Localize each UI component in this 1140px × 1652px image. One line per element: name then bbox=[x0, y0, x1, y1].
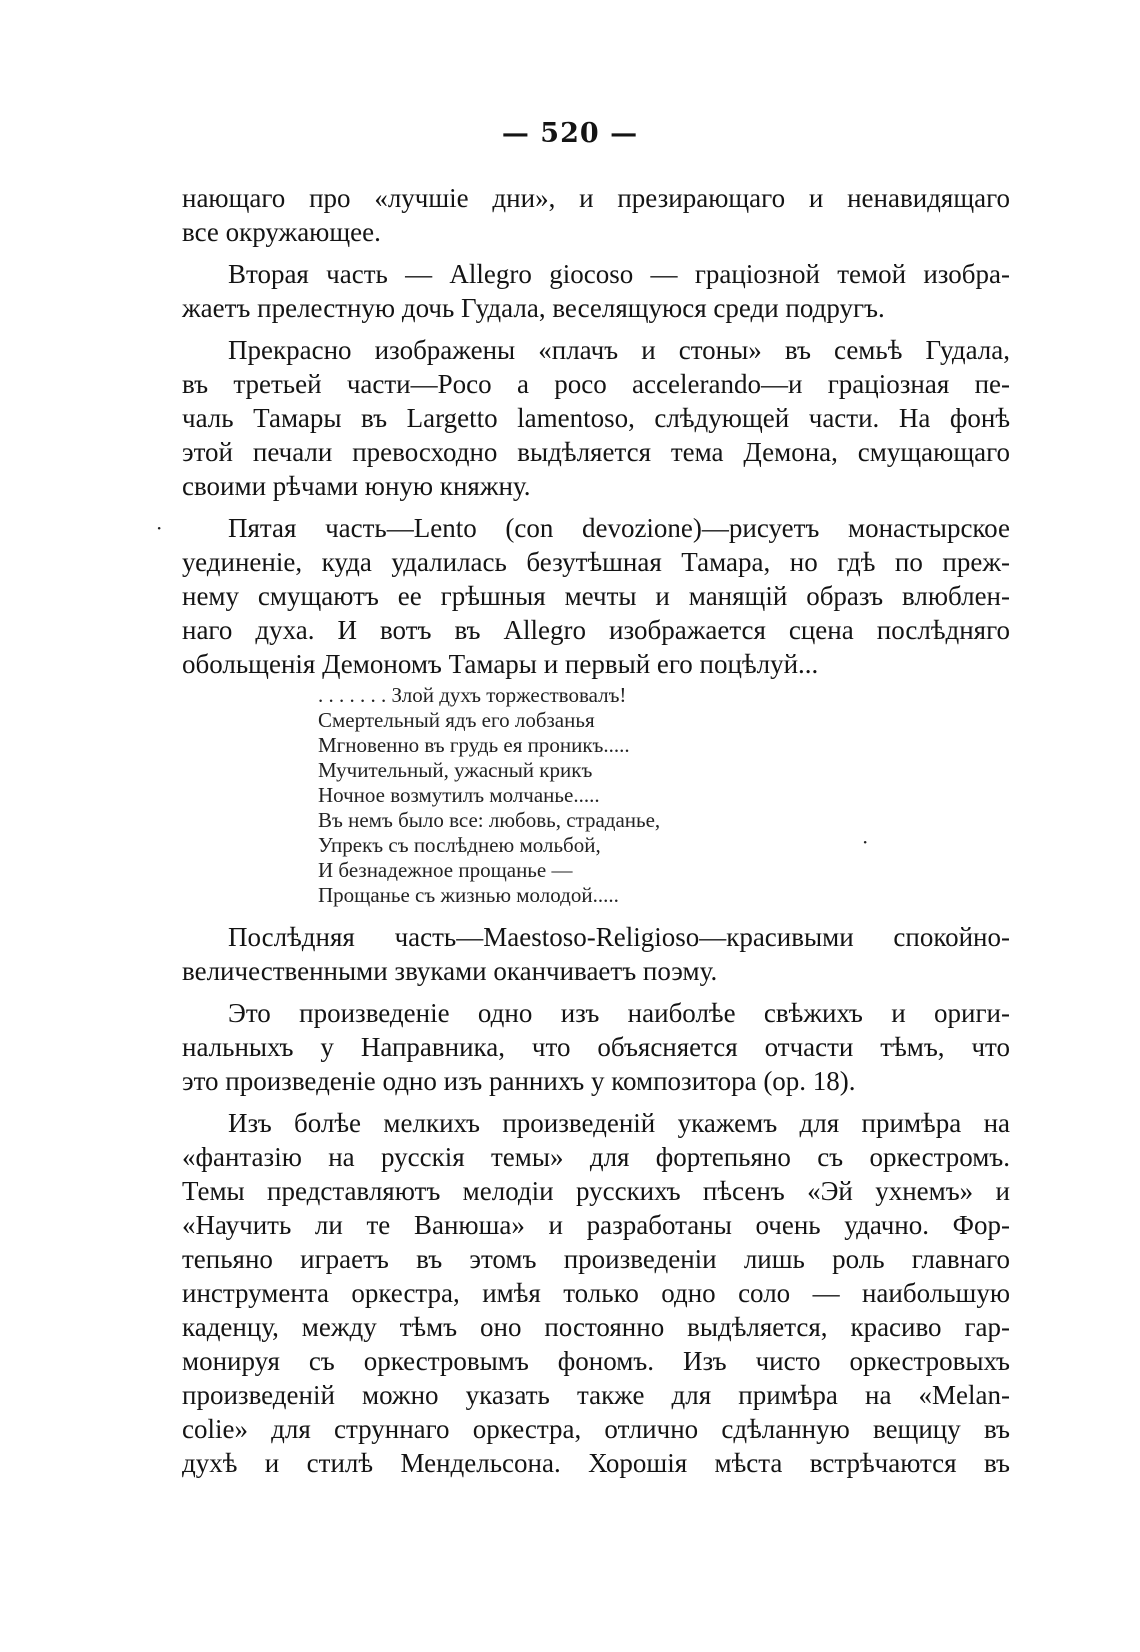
poem-line: Смертельный ядъ его лобзанья bbox=[318, 708, 595, 732]
text-line: своими рѣчами юную княжну. bbox=[182, 471, 531, 501]
text-line: монируя съ оркестровымъ фономъ. Изъ чисто оркестровыхъ bbox=[182, 1346, 1010, 1376]
text-line: обольщенія Демономъ Тамары и первый его поцѣлуй... bbox=[182, 649, 819, 679]
stray-dot-mark: · bbox=[156, 516, 163, 540]
text-line: Послѣдняя часть—Maestoso-Religioso—красивыми спокойно- bbox=[228, 922, 1010, 952]
poem-line: И безнадежное прощанье — bbox=[318, 858, 573, 882]
text-line: произведеній можно указать также для примѣра на «Melan- bbox=[182, 1380, 1010, 1410]
poem-line: Мучительный, ужасный крикъ bbox=[318, 758, 593, 782]
text-line: Вторая часть — Allegro giocoso — граціозной темой изобра- bbox=[228, 259, 1010, 289]
text-line: духѣ и стилѣ Мендельсона. Хорошія мѣста встрѣчаются въ bbox=[182, 1448, 1010, 1478]
poem-line: Ночное возмутилъ молчанье..... bbox=[318, 783, 600, 807]
text-line: colie» для струннаго оркестра, отлично сдѣланную вещицу въ bbox=[182, 1414, 1010, 1444]
text-line: нающаго про «лучшіе дни», и презирающаго и ненавидящаго bbox=[182, 183, 1010, 213]
poem-line: Въ немъ было все: любовь, страданье, bbox=[318, 808, 661, 832]
text-line: величественными звуками оканчиваетъ поэму. bbox=[182, 956, 718, 986]
text-line: Прекрасно изображены «плачъ и стоны» въ семьѣ Гудала, bbox=[228, 335, 1010, 365]
poem-line: Мгновенно въ грудь ея проникъ..... bbox=[318, 733, 630, 757]
text-line: наго духа. И вотъ въ Allegro изображается сцена послѣдняго bbox=[182, 615, 1010, 645]
text-line: Это произведеніе одно изъ наиболѣе свѣжихъ и ориги- bbox=[228, 998, 1010, 1028]
upper-text bbox=[182, 181, 1010, 681]
text-line: уединеніе, куда удалилась безутѣшная Тамара, но гдѣ по преж- bbox=[182, 547, 1010, 577]
text-line: Темы представляютъ мелодіи русскихъ пѣсенъ «Эй ухнемъ» и bbox=[182, 1176, 1010, 1206]
page-number: — 520 — bbox=[501, 118, 639, 149]
text-line: это произведеніе одно изъ раннихъ у композитора (ор. 18). bbox=[182, 1066, 856, 1096]
stray-dot-mark: · bbox=[862, 830, 869, 854]
text-line: каденцу, между тѣмъ оно постоянно выдѣляется, красиво гар- bbox=[182, 1312, 1010, 1342]
text-line: тепьяно играетъ въ этомъ произведеніи лишь роль главнаго bbox=[182, 1244, 1010, 1274]
text-line: «Научить ли те Ванюша» и разработаны очень удачно. Фор- bbox=[182, 1210, 1010, 1240]
lower-text bbox=[182, 920, 1010, 1480]
text-line: нему смущаютъ ее грѣшныя мечты и манящій образъ влюблен- bbox=[182, 581, 1010, 611]
text-line: Изъ болѣе мелкихъ произведеній укажемъ для примѣра на bbox=[228, 1108, 1010, 1138]
poem-line: . . . . . . . Злой духъ торжествовалъ! bbox=[318, 683, 627, 707]
text-line: все окружающее. bbox=[182, 217, 381, 247]
text-line: этой печали превосходно выдѣляется тема Демона, смущающаго bbox=[182, 437, 1010, 467]
text-line: нальныхъ у Направника, что объясняется отчасти тѣмъ, что bbox=[182, 1032, 1010, 1062]
poem-line: Упрекъ съ послѣднею мольбой, bbox=[318, 833, 601, 857]
text-line: Пятая часть—Lento (con devozione)—рисуетъ монастырское bbox=[228, 513, 1010, 543]
poem-quote bbox=[318, 683, 660, 908]
text-line: «фантазію на русскія темы» для фортепьяно съ оркестромъ. bbox=[182, 1142, 1010, 1172]
text-line: въ третьей части—Poco a poco accelerando—и граціозная пе- bbox=[182, 369, 1010, 399]
poem-line: Прощанье съ жизнью молодой..... bbox=[318, 883, 619, 907]
text-line: инструмента оркестра, имѣя только одно соло — наибольшую bbox=[182, 1278, 1010, 1308]
text-line: жаетъ прелестную дочь Гудала, веселящуюся среди подругъ. bbox=[182, 293, 885, 323]
text-line: чаль Тамары въ Largetto lamentoso, слѣдующей части. На фонѣ bbox=[182, 403, 1010, 433]
